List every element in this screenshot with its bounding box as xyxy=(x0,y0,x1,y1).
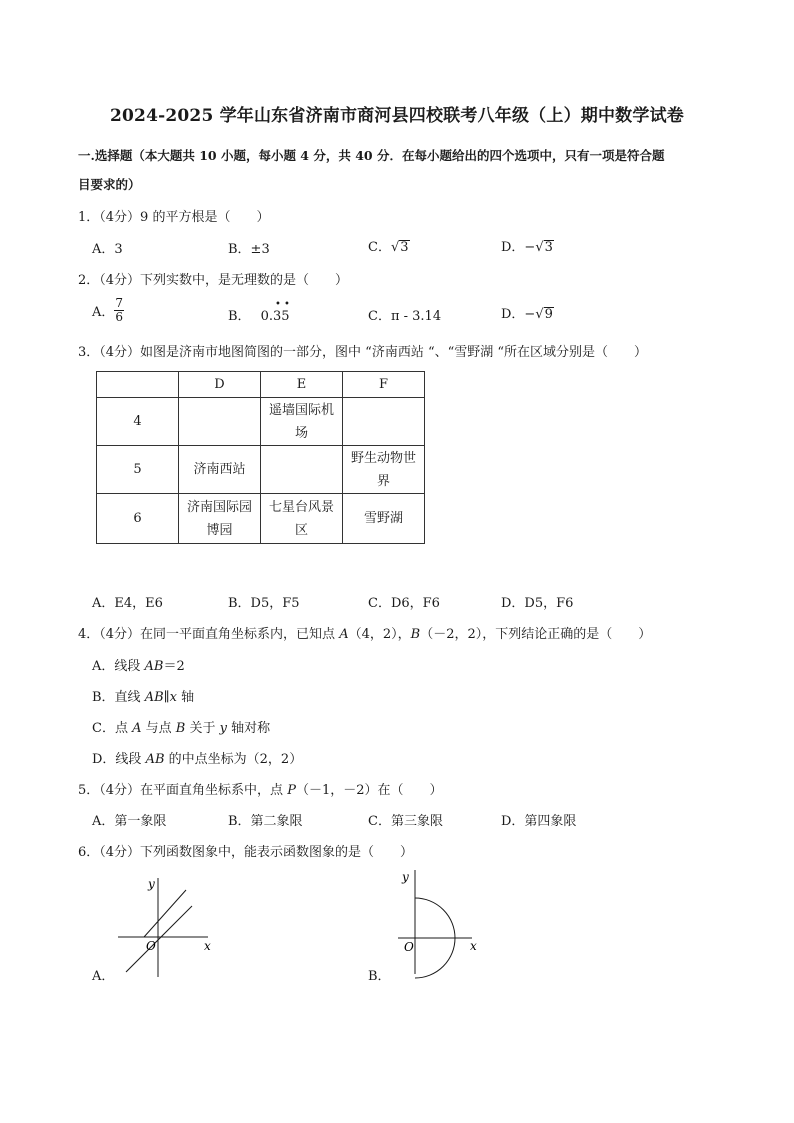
table-header-cell: D xyxy=(179,372,261,398)
q5-option-b: B．第二象限 xyxy=(228,814,303,829)
row-label: 6 xyxy=(97,494,179,544)
table-cell xyxy=(261,446,343,494)
q4-option-d: D．线段 AB 的中点坐标为（2，2） xyxy=(92,752,303,767)
q6-stem: 6．（4分）下列函数图象中，能表示函数图象的是（ ） xyxy=(78,845,414,860)
q6-graph-b xyxy=(392,864,492,979)
origin-label: O xyxy=(404,940,414,954)
origin-label: O xyxy=(146,939,156,953)
q4-option-a: A．线段 AB＝2 xyxy=(92,659,185,674)
q5-stem: 5．（4分）在平面直角坐标系中，点 P（－1，－2）在（ ） xyxy=(78,783,443,798)
q6-option-b: B． xyxy=(368,969,391,984)
table-header-cell: E xyxy=(261,372,343,398)
table-cell: 七星台风景 区 xyxy=(261,494,343,544)
section-instructions-line2: 目要求的） xyxy=(78,177,141,192)
q2-option-d: D．−√9 xyxy=(501,307,553,322)
x-axis-label: x xyxy=(204,939,211,953)
table-cell xyxy=(179,398,261,446)
q1-option-b: B．±3 xyxy=(228,242,270,257)
q2-stem: 2．（4分）下列实数中，是无理数的是（ ） xyxy=(78,273,349,288)
sqrt-symbol: √ xyxy=(535,240,544,255)
row-label: 4 xyxy=(97,398,179,446)
y-axis-label: y xyxy=(148,877,155,891)
section-instructions-line1: 一.选择题（本大题共 10 小题，每小题 4 分，共 40 分．在每小题给出的四个选项中，只有一项是符合题 xyxy=(78,148,665,163)
table-cell: 济南国际园 博园 xyxy=(179,494,261,544)
map-grid-table xyxy=(96,371,425,544)
q4-option-b: B．直线 AB∥x 轴 xyxy=(92,690,195,705)
q1-option-c: C．√3 xyxy=(368,240,409,255)
sqrt-symbol: √ xyxy=(390,240,400,255)
table-header-cell xyxy=(97,372,179,398)
table-cell xyxy=(343,398,425,446)
q5-option-d: D．第四象限 xyxy=(501,814,577,829)
sqrt-symbol: √ xyxy=(535,307,544,322)
q3-stem: 3．（4分）如图是济南市地图简图的一部分，图中 “济南西站 “、“雪野湖 “所在区域分别是（ ） xyxy=(78,345,648,360)
q2-option-b: B． 0. • • 35 xyxy=(228,299,290,324)
q1-option-a: A．3 xyxy=(92,242,123,257)
table-cell: 济南西站 xyxy=(179,446,261,494)
x-axis-label: x xyxy=(470,939,477,953)
graph-line xyxy=(144,890,186,937)
table-header-cell: F xyxy=(343,372,425,398)
q3-option-b: B．D5，F5 xyxy=(228,596,300,611)
q3-option-d: D．D5，F6 xyxy=(501,596,574,611)
table-cell: 遥墙国际机 场 xyxy=(261,398,343,446)
table-cell: 野生动物世 界 xyxy=(343,446,425,494)
q6-graph-a xyxy=(110,872,220,982)
q3-option-c: C．D6，F6 xyxy=(368,596,440,611)
q3-option-a: A．E4，E6 xyxy=(92,596,163,611)
q6-option-a: A． xyxy=(92,969,115,984)
q1-stem: 1．（4分）9 的平方根是（ ） xyxy=(78,210,270,225)
q5-option-c: C．第三象限 xyxy=(368,814,443,829)
q4-option-c: C．点 A 与点 B 关于 y 轴对称 xyxy=(92,721,271,736)
q2-option-a: A． $\frac{7}{6}$ xyxy=(92,296,124,324)
q1-option-d: D．−√3 xyxy=(501,240,553,255)
y-axis-label: y xyxy=(402,870,409,884)
row-label: 5 xyxy=(97,446,179,494)
graph-line xyxy=(126,906,192,972)
table-cell: 雪野湖 xyxy=(343,494,425,544)
q4-stem: 4．（4分）在同一平面直角坐标系内，已知点 A（4，2），B（－2，2），下列结论正确的是（ ） xyxy=(78,627,652,642)
page-title: 2024-2025 学年山东省济南市商河县四校联考八年级（上）期中数学试卷 xyxy=(109,106,684,126)
q2-option-c: C．π - 3.14 xyxy=(368,309,442,324)
q5-option-a: A．第一象限 xyxy=(92,814,167,829)
